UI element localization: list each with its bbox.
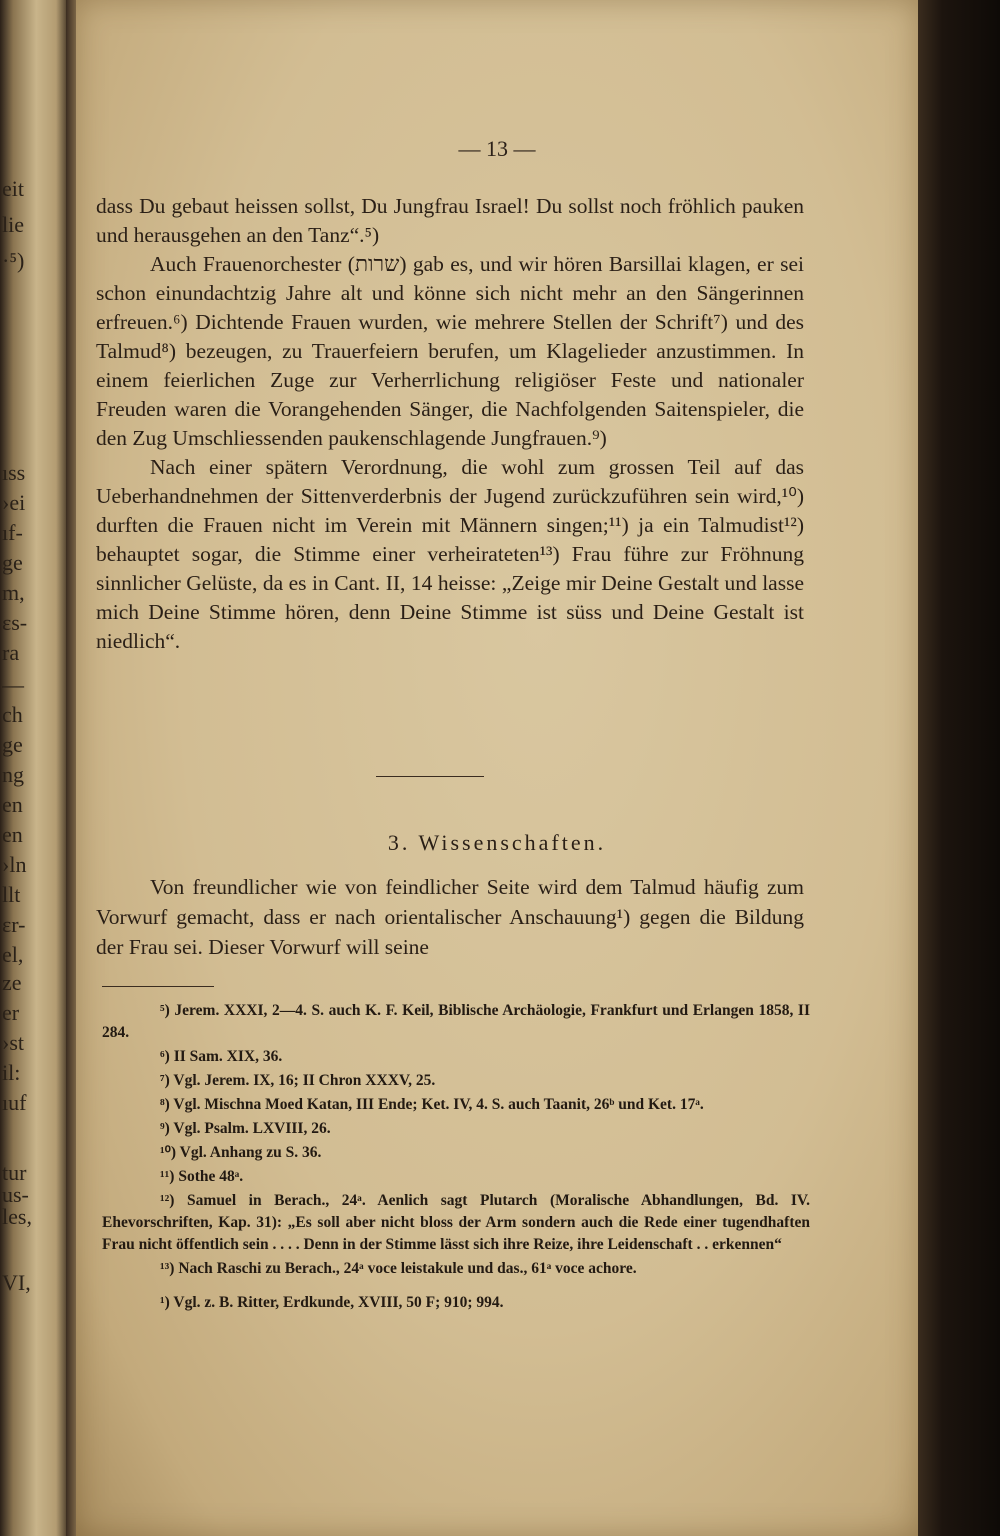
footnote-text: Vgl. Mischna Moed Katan, III Ende; Ket. IV, 4. S. auch Taanit, 26ᵇ und Ket. 17ᵃ.	[173, 1096, 704, 1113]
footnote	[102, 1070, 810, 1092]
footnote-mark: ⁵)	[160, 1002, 170, 1019]
footnotes	[102, 1000, 810, 1316]
paragraph: Nach einer spätern Verordnung, die wohl zum grossen Teil auf das Ueberhandnehmen der Sittenverderbnis der Jugend zurückzuführen sein wird,¹⁰) durften die Frauen nicht im Verein mit Männern singen;¹¹) ja ein Talmudist¹²) behauptet sogar, die Stimme einer verheirateten¹³) Frau führe zur Fröhnung sinnlicher Gelüste, da es in Cant. II, 14 heisse: „Zeige mir Deine Gestalt und lasse mich Deine Stimme hören, denn Deine Stimme ist süss und Deine Gestalt ist niedlich“.	[96, 455, 804, 653]
footnote-spacer	[102, 1282, 810, 1292]
footnote	[102, 1142, 810, 1164]
left-page-fragment: les,	[2, 1204, 32, 1229]
left-page-fragment: en	[2, 822, 23, 847]
left-page-fragment: en	[2, 792, 23, 817]
left-page-edge	[0, 0, 66, 1536]
footnote-mark: ¹²)	[160, 1192, 175, 1209]
left-page-fragment: ng	[2, 762, 24, 787]
footnote-mark: ¹¹)	[160, 1168, 175, 1185]
footnote-mark: ⁹)	[160, 1120, 170, 1137]
left-page-fragment: m,	[2, 580, 25, 605]
footnote-mark: ¹³)	[160, 1260, 175, 1277]
footnote-text: Jerem. XXXI, 2—4. S. auch K. F. Keil, Biblische Archäologie, Frankfurt und Erlangen 1858, II 284.	[102, 1002, 810, 1041]
left-page-fragment: ch	[2, 702, 23, 727]
footnote-text: Vgl. Jerem. IX, 16; II Chron XXXV, 25.	[173, 1072, 436, 1089]
left-page-fragment: us-	[2, 1182, 29, 1207]
footnote-mark: ¹)	[160, 1294, 170, 1311]
footnote	[102, 1190, 810, 1256]
left-page-fragment: il:	[2, 1060, 21, 1085]
left-page-fragment: ze	[2, 970, 22, 995]
left-page-fragment: el,	[2, 942, 24, 967]
book-gutter	[66, 0, 76, 1536]
page-number: — 13 —	[458, 136, 536, 161]
footnote	[102, 1094, 810, 1116]
footnote-text: Vgl. Anhang zu S. 36.	[179, 1144, 322, 1161]
left-page-fragment: ɛr-	[2, 912, 26, 937]
left-page-fragment: ra	[2, 640, 20, 665]
footnote	[102, 1000, 810, 1044]
footnote-mark: ⁷)	[160, 1072, 170, 1089]
footnote-mark: ¹⁰)	[160, 1144, 177, 1161]
page	[76, 0, 918, 1536]
left-page-fragment: —	[2, 672, 24, 697]
left-page-fragment: er	[2, 1000, 20, 1025]
left-page-fragment: llt	[2, 882, 21, 907]
left-page-fragment: ›ln	[2, 852, 27, 877]
book-cover-edge	[918, 0, 1000, 1536]
footnote-text: Vgl. Psalm. LXVIII, 26.	[173, 1120, 331, 1137]
left-page-fragment: ıf-	[2, 520, 23, 545]
left-page-fragment: ɛs-	[2, 610, 28, 635]
body-text	[96, 192, 804, 656]
paragraph: dass Du gebaut heissen sollst, Du Jungfrau Israel! Du sollst noch fröhlich pauken und herausgehen an den Tanz“.⁵)	[96, 194, 804, 247]
footnote	[102, 1118, 810, 1140]
footnote	[102, 1292, 810, 1314]
footnote-mark: ⁸)	[160, 1096, 170, 1113]
left-page-fragment: ge	[2, 732, 23, 757]
footnote-text: Samuel in Berach., 24ᵃ. Aenlich sagt Plutarch (Moralische Abhandlungen, Bd. IV. Ehevorschriften, Kap. 31): „Es soll aber nicht bloss der Arm sondern auch die Rede einer tugendhaften Frau nicht öffentlich sein . . . . Denn in der Stimme lässt sich ihre Reize, ihre Leidenschaft . . erkennen“	[102, 1192, 810, 1253]
section-paragraph: Von freundlicher wie von feindlicher Seite wird dem Talmud häufig zum Vorwurf gemacht, dass er nach orientalischer Anschauung¹) gegen die Bildung der Frau sei. Dieser Vorwurf will seine	[96, 875, 804, 959]
footnote-rule	[102, 986, 214, 987]
left-page-fragment: ·⁵)	[2, 248, 25, 273]
footnote-text: II Sam. XIX, 36.	[173, 1048, 283, 1065]
footnote	[102, 1258, 810, 1280]
section-heading: 3. Wissenschaften.	[387, 830, 607, 855]
footnote-text: Sothe 48ᵃ.	[178, 1168, 244, 1185]
left-page-fragment: lie	[2, 212, 24, 237]
left-page-fragment: ›ei	[2, 490, 26, 515]
footnote-text: Nach Raschi zu Berach., 24ᵃ voce leistakule und das., 61ᵃ voce achore.	[178, 1260, 637, 1277]
left-page-fragment: ıss	[2, 460, 26, 485]
left-page-fragment: tur	[2, 1160, 27, 1185]
footnote-text: Vgl. z. B. Ritter, Erdkunde, XVIII, 50 F; 910; 994.	[173, 1294, 504, 1311]
left-page-fragment: eit	[2, 176, 24, 201]
paragraph: Auch Frauenorchester (שרות) gab es, und wir hören Barsillai klagen, er sei schon einundachtzig Jahre alt und könne sich nicht mehr an den Sängerinnen erfreuen.⁶) Dichtende Frauen wurden, wie mehrere Stellen der Schrift⁷) und des Talmud⁸) bezeugen, zu Trauerfeiern berufen, um Klagelieder anzustimmen. In einem feierlichen Zuge zur Verherrlichung religiöser Feste und nationaler Freuden waren die Vorangehenden Sänger, die Nachfolgenden Saitenspieler, die den Zug Umschliessenden paukenschlagende Jungfrauen.⁹)	[96, 252, 804, 450]
left-page-fragment: ›st	[2, 1030, 24, 1055]
footnote	[102, 1166, 810, 1188]
footnote-mark: ⁶)	[160, 1048, 170, 1065]
left-page-fragment: VI,	[2, 1270, 31, 1295]
left-page-fragment: ıuf	[2, 1090, 27, 1115]
section-divider	[376, 776, 484, 777]
left-page-fragment: ge	[2, 550, 23, 575]
footnote	[102, 1046, 810, 1068]
